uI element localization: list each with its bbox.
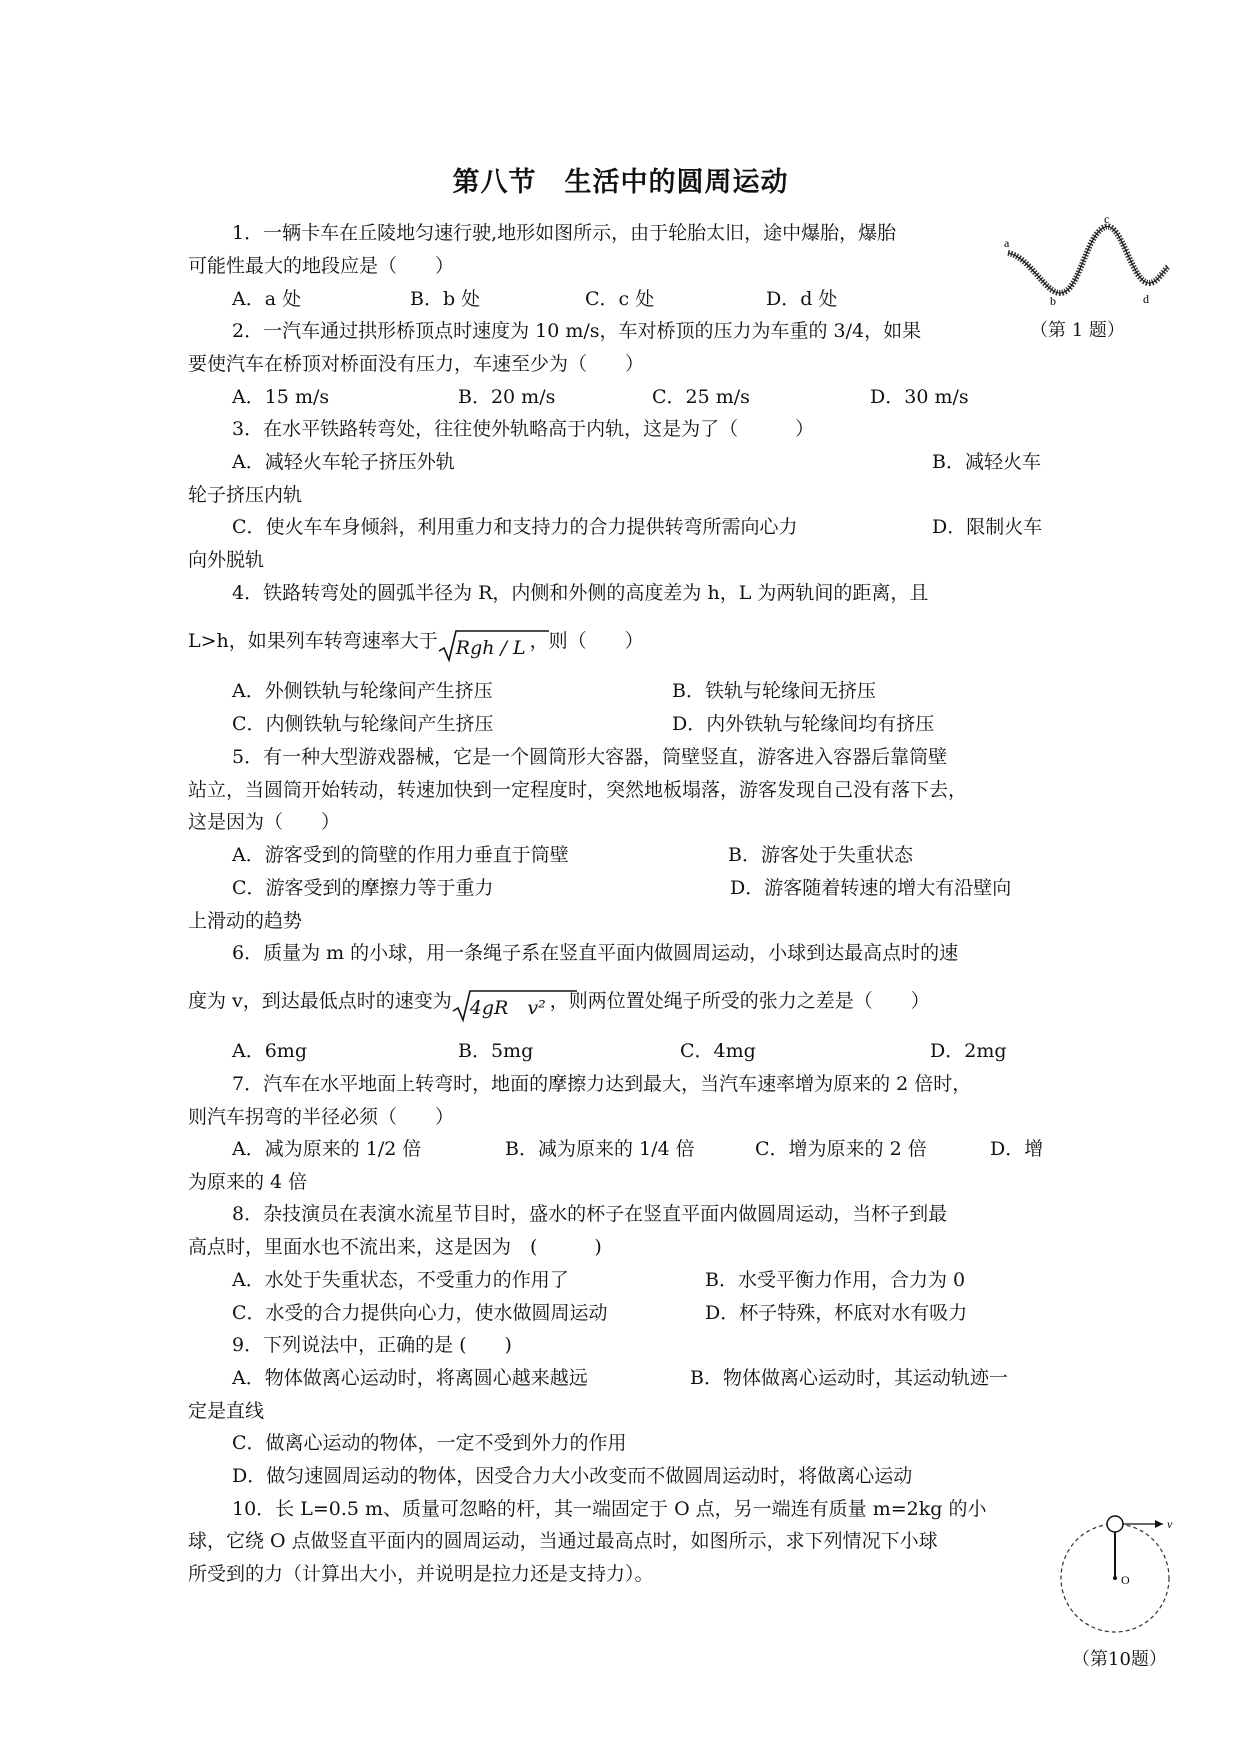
q4-stem-text-post: ，则（ ） (529, 630, 644, 652)
fig1-label-a: a (1004, 236, 1010, 250)
q2-stem-line1: 2．一汽车通过拱形桥顶点时速度为 10 m/s，车对桥顶的压力为车重的 3/4，如果 (232, 320, 922, 342)
sqrt-radicand: 4gR v² (469, 997, 546, 1019)
q5-stem-line3: 这是因为（ ） (188, 811, 341, 833)
q7-option-c: C．增为原来的 2 倍 (755, 1138, 927, 1160)
page-title: 第八节 生活中的圆周运动 (452, 167, 789, 198)
q4-option-a: A．外侧铁轨与轮缘间产生挤压 (232, 680, 493, 702)
q5-option-d-line1: D．游客随着转速的增大有沿壁向 (730, 877, 1012, 899)
q2-option-b: B．20 m/s (458, 386, 556, 408)
q8-option-c: C．水受的合力提供向心力，使水做圆周运动 (232, 1302, 608, 1324)
q1-option-a: A．a 处 (232, 288, 302, 310)
q2-stem-line2: 要使汽车在桥顶对桥面没有压力，车速至少为（ ） (188, 353, 645, 375)
q9-option-b-line2: 定是直线 (188, 1400, 265, 1422)
q8-stem-line1: 8．杂技演员在表演水流星节目时，盛水的杯子在竖直平面内做圆周运动，当杯子到最 (232, 1203, 948, 1225)
rod-circle-figure (1055, 1508, 1185, 1648)
fig1-label-d: d (1143, 292, 1149, 305)
fig1-label-c: c (1104, 215, 1110, 226)
q3-option-c: C．使火车车身倾斜，利用重力和支持力的合力提供转弯所需向心力 (232, 516, 798, 538)
q10-stem-line3: 所受到的力（计算出大小，并说明是拉力还是支持力）。 (188, 1563, 654, 1585)
q6-stem-text-pre: 度为 v，到达最低点时的速变为 (188, 990, 452, 1012)
q5-option-c: C．游客受到的摩擦力等于重力 (232, 877, 494, 899)
q4-option-b: B．铁轨与轮缘间无挤压 (672, 680, 876, 702)
q5-stem-line1: 5．有一种大型游戏器械，它是一个圆筒形大容器，筒壁竖直，游客进入容器后靠筒壁 (232, 746, 948, 768)
q4-option-c: C．内侧铁轨与轮缘间产生挤压 (232, 713, 494, 735)
q3-stem: 3．在水平铁路转弯处，往往使外轨略高于内轨，这是为了（ ） (232, 418, 815, 440)
terrain-figure (1000, 215, 1170, 305)
q3-option-b-line1: B．减轻火车 (932, 451, 1041, 473)
q1-option-d: D．d 处 (766, 288, 838, 310)
q2-option-d: D．30 m/s (870, 386, 969, 408)
sqrt-expression (452, 997, 550, 1019)
q6-stem-line2 (188, 990, 930, 1019)
q2-option-a: A．15 m/s (232, 386, 330, 408)
q7-option-a: A．减为原来的 1/2 倍 (232, 1138, 422, 1160)
q2-option-c: C．25 m/s (652, 386, 750, 408)
q8-option-d: D．杯子特殊，杯底对水有吸力 (705, 1302, 968, 1324)
fig1-caption: （第 1 题） (1030, 320, 1125, 341)
q9-option-a: A．物体做离心运动时，将离圆心越来越远 (232, 1367, 588, 1389)
q5-option-d-line2: 上滑动的趋势 (188, 910, 303, 932)
q3-option-d-line1: D．限制火车 (932, 516, 1043, 538)
q6-stem-text-post: ，则两位置处绳子所受的张力之差是（ ） (549, 990, 930, 1012)
q9-stem: 9．下列说法中，正确的是 ( ) (232, 1334, 512, 1356)
q8-stem-line2: 高点时，里面水也不流出来，这是因为 ( ) (188, 1236, 602, 1258)
q10-stem-line2: 球，它绕 O 点做竖直平面内的圆周运动，当通过最高点时，如图所示，求下列情况下小球 (188, 1530, 938, 1552)
q7-option-b: B．减为原来的 1/4 倍 (505, 1138, 695, 1160)
q3-option-a: A．减轻火车轮子挤压外轨 (232, 451, 455, 473)
q4-stem-line2 (188, 630, 644, 659)
q5-option-b: B．游客处于失重状态 (728, 844, 913, 866)
fig10-label-o: O (1121, 1573, 1130, 1587)
q4-option-d: D．内外铁轨与轮缘间均有挤压 (672, 713, 935, 735)
q4-stem-text-pre: L>h，如果列车转弯速率大于 (188, 630, 438, 652)
q6-option-d: D．2mg (930, 1040, 1007, 1062)
q6-option-a: A．6mg (232, 1040, 307, 1062)
q1-option-c: C．c 处 (585, 288, 655, 310)
q7-option-d-line2: 为原来的 4 倍 (188, 1171, 308, 1193)
fig10-caption: （第10题） (1072, 1649, 1167, 1670)
q6-option-c: C．4mg (680, 1040, 756, 1062)
sqrt-expression (438, 637, 530, 659)
fig1-label-b: b (1050, 294, 1056, 305)
q7-option-d-line1: D．增 (990, 1138, 1044, 1160)
q8-option-b: B．水受平衡力作用，合力为 0 (705, 1269, 966, 1291)
q1-stem-line1: 1．一辆卡车在丘陵地匀速行驶,地形如图所示，由于轮胎太旧，途中爆胎，爆胎 (232, 222, 897, 244)
radical-sign (452, 989, 578, 1023)
q3-option-b-line2: 轮子挤压内轨 (188, 484, 303, 506)
q9-option-b-line1: B．物体做离心运动时，其运动轨迹一 (690, 1367, 1008, 1389)
q5-option-a: A．游客受到的筒壁的作用力垂直于筒壁 (232, 844, 569, 866)
q1-stem-line2: 可能性最大的地段应是（ ） (188, 255, 455, 277)
radical-sign (438, 629, 550, 663)
q3-option-d-line2: 向外脱轨 (188, 549, 265, 571)
q8-option-a: A．水处于失重状态，不受重力的作用了 (232, 1269, 569, 1291)
fig10-label-v: v (1167, 1517, 1173, 1531)
q9-option-d: D．做匀速圆周运动的物体，因受合力大小改变而不做圆周运动时，将做离心运动 (232, 1465, 913, 1487)
q10-stem-line1: 10．长 L=0.5 m、质量可忽略的杆，其一端固定于 O 点，另一端连有质量 m=2kg 的小 (232, 1498, 987, 1520)
q9-option-c: C．做离心运动的物体，一定不受到外力的作用 (232, 1432, 627, 1454)
q1-option-b: B．b 处 (410, 288, 481, 310)
sqrt-radicand: Rgh / L (455, 637, 526, 659)
q7-stem-line1: 7．汽车在水平地面上转弯时，地面的摩擦力达到最大，当汽车速率增为原来的 2 倍时， (232, 1073, 972, 1095)
q4-stem-line1: 4．铁路转弯处的圆弧半径为 R，内侧和外侧的高度差为 h，L 为两轨间的距离，且 (232, 582, 929, 604)
q7-stem-line2: 则汽车拐弯的半径必须（ ） (188, 1106, 455, 1128)
q6-option-b: B．5mg (458, 1040, 534, 1062)
q6-stem-line1: 6．质量为 m 的小球，用一条绳子系在竖直平面内做圆周运动，小球到达最高点时的速 (232, 942, 959, 964)
q5-stem-line2: 站立，当圆筒开始转动，转速加快到一定程度时，突然地板塌落，游客发现自己没有落下去， (188, 779, 968, 801)
